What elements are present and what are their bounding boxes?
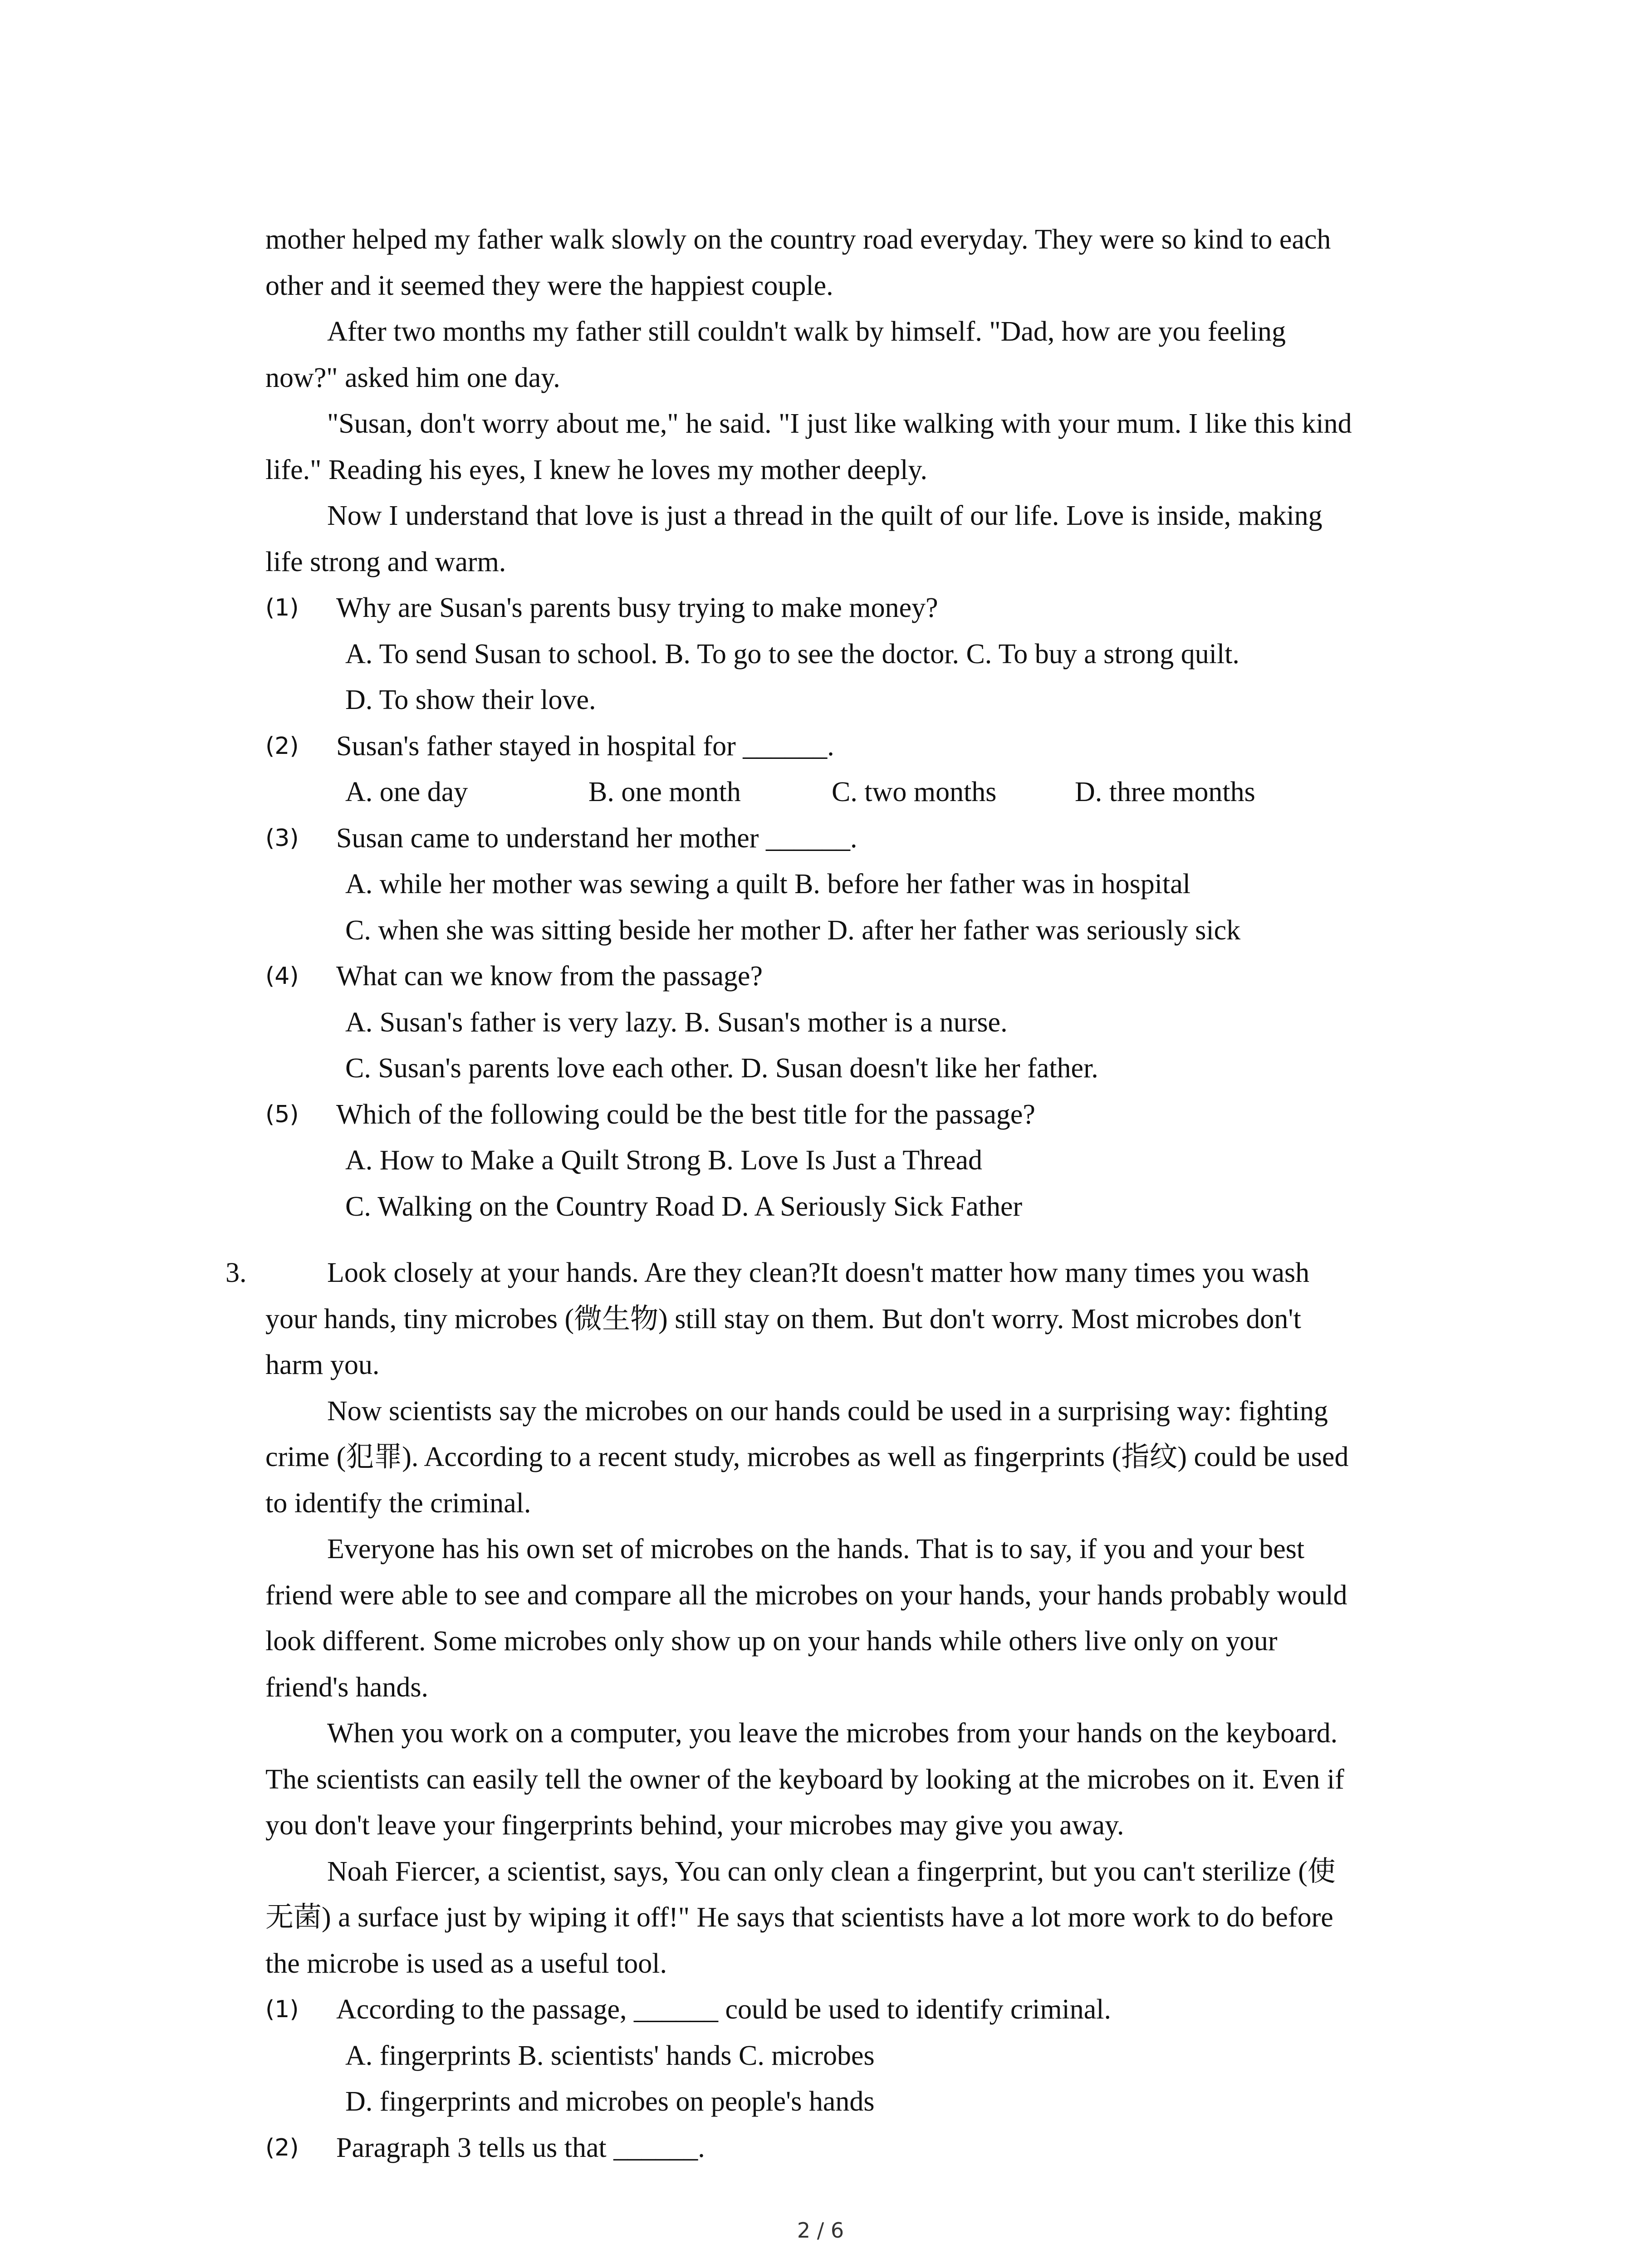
question-number: (3) — [265, 824, 299, 852]
passage-line: Noah Fiercer, a scientist, says, You can only clean a fingerprint, but you can't sterilize (使 — [327, 1856, 1336, 1887]
question-number: (1) — [265, 1996, 299, 2023]
passage-line: 无菌) a surface just by wiping it off!" He says that scientists have a lot more work to do before — [265, 1902, 1333, 1933]
question-text: Susan came to understand her mother ______. — [336, 822, 857, 854]
passage-line: you don't leave your fingerprints behind, your microbes may give you away. — [265, 1810, 1124, 1841]
question-stem — [265, 1092, 1463, 1138]
question-stem — [265, 585, 1463, 631]
question-number: (4) — [265, 963, 299, 990]
question-options: C. Walking on the Country Road D. A Seriously Sick Father — [345, 1191, 1023, 1222]
passage-line: Now scientists say the microbes on our hands could be used in a surprising way: fighting — [327, 1395, 1328, 1427]
passage-line: other and it seemed they were the happiest couple. — [265, 270, 833, 301]
question-text: What can we know from the passage? — [336, 961, 763, 992]
passage-line: friend were able to see and compare all the microbes on your hands, your hands probably would — [265, 1579, 1347, 1611]
passage-line: After two months my father still couldn't walk by himself. "Dad, how are you feeling — [327, 316, 1286, 347]
question-options: A. Susan's father is very lazy. B. Susan's mother is a nurse. — [345, 1007, 1008, 1038]
option-b: B. one month — [588, 777, 741, 807]
passage-line: look different. Some microbes only show up on your hands while others live only on your — [265, 1626, 1278, 1657]
section-gap — [265, 1230, 1463, 1250]
question-number: (5) — [265, 1100, 299, 1128]
question-options: A. fingerprints B. scientists' hands C. microbes — [345, 2040, 875, 2071]
passage-line: When you work on a computer, you leave the microbes from your hands on the keyboard. — [327, 1718, 1338, 1749]
question-text: Susan's father stayed in hospital for ______. — [336, 730, 834, 762]
question-options: D. fingerprints and microbes on people's hands — [345, 2086, 875, 2117]
question-text: Why are Susan's parents busy trying to make money? — [336, 592, 938, 623]
question-number: (2) — [265, 732, 299, 760]
question-text: According to the passage, ______ could be used to identify criminal. — [336, 1994, 1112, 2025]
passage-line: The scientists can easily tell the owner of the keyboard by looking at the microbes on it. Even if — [265, 1764, 1344, 1795]
question-text: Which of the following could be the best title for the passage? — [336, 1099, 1035, 1130]
passage-line: Everyone has his own set of microbes on the hands. That is to say, if you and your best — [327, 1534, 1305, 1564]
question-stem — [265, 816, 1463, 862]
question-stem — [265, 1987, 1463, 2033]
passage-line: your hands, tiny microbes (微生物) still stay on them. But don't worry. Most microbes don't — [265, 1303, 1301, 1334]
passage-line: life." Reading his eyes, I knew he loves my mother deeply. — [265, 454, 927, 485]
option-d: D. three months — [1075, 777, 1255, 807]
question-number: (1) — [265, 594, 299, 621]
question-stem — [265, 2125, 1463, 2171]
passage-line: now?" asked him one day. — [265, 362, 560, 393]
passage-line: to identify the criminal. — [265, 1487, 531, 1519]
passage-line — [225, 1250, 1463, 1296]
question-stem — [265, 723, 1463, 770]
passage-line: "Susan, don't worry about me," he said. "I just like walking with your mum. I like this kind — [327, 408, 1352, 439]
question-number: (2) — [265, 2134, 299, 2161]
question-text: Paragraph 3 tells us that ______. — [336, 2132, 705, 2163]
passage-line: harm you. — [265, 1349, 380, 1380]
passage-line: Now I understand that love is just a thread in the quilt of our life. Love is inside, making — [327, 500, 1323, 531]
passage-line: friend's hands. — [265, 1672, 428, 1703]
page-indicator: 2 / 6 — [797, 2218, 844, 2243]
page-content — [225, 217, 1463, 2171]
question-options — [265, 769, 1463, 816]
question-options: A. while her mother was sewing a quilt B. before her father was in hospital — [345, 869, 1190, 899]
question-options: C. when she was sitting beside her mother D. after her father was seriously sick — [345, 914, 1241, 946]
item-number: 3. — [225, 1257, 247, 1288]
passage-line: mother helped my father walk slowly on the country road everyday. They were so kind to each — [265, 224, 1331, 255]
passage-line: the microbe is used as a useful tool. — [265, 1948, 667, 1979]
passage-line: crime (犯罪). According to a recent study, microbes as well as fingerprints (指纹) could be used — [265, 1442, 1349, 1472]
passage-line: life strong and warm. — [265, 546, 506, 577]
question-stem — [265, 953, 1463, 1000]
option-c: C. two months — [832, 777, 997, 807]
passage-text: Look closely at your hands. Are they clean?It doesn't matter how many times you wash — [327, 1257, 1310, 1288]
option-a: A. one day — [345, 777, 468, 807]
question-options: A. How to Make a Quilt Strong B. Love Is Just a Thread — [345, 1145, 982, 1176]
question-options: D. To show their love. — [345, 684, 596, 715]
question-options: C. Susan's parents love each other. D. Susan doesn't like her father. — [345, 1053, 1098, 1084]
question-options: A. To send Susan to school. B. To go to see the doctor. C. To buy a strong quilt. — [345, 638, 1239, 670]
